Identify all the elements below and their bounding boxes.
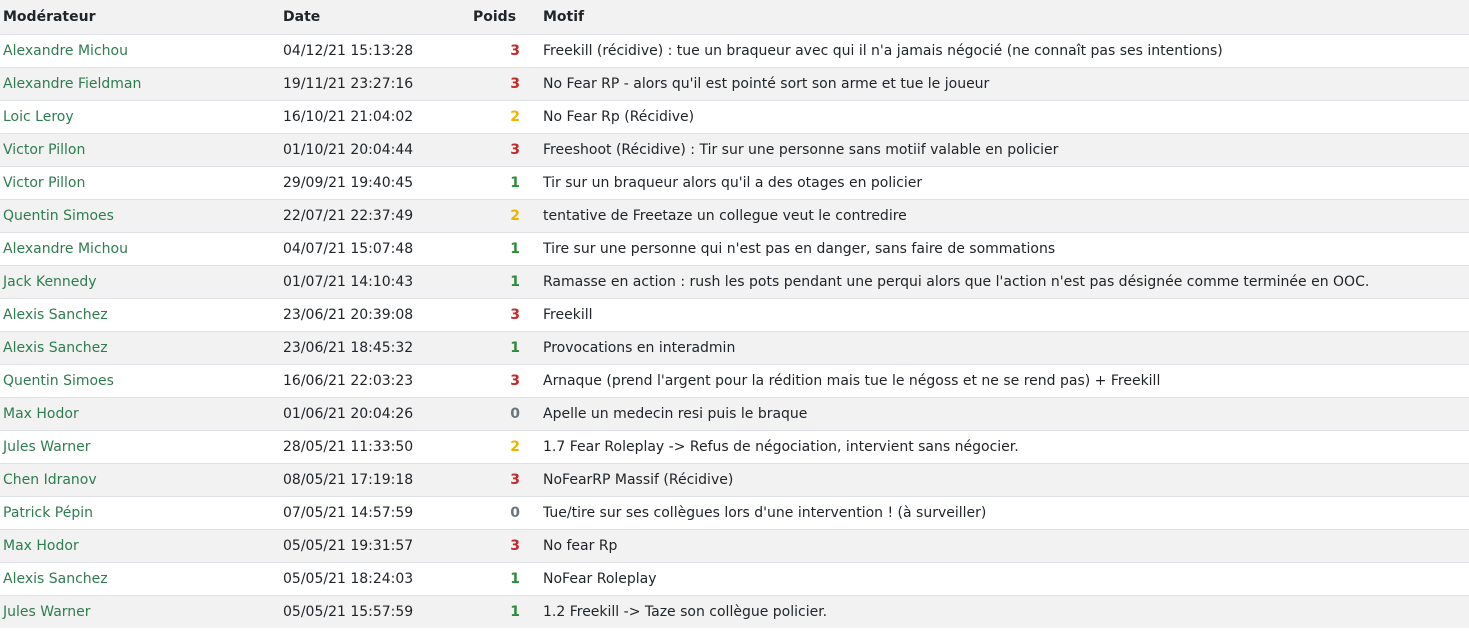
table-row	[0, 35, 1469, 68]
table-row	[0, 530, 1469, 563]
moderator-cell	[0, 530, 283, 563]
moderator-link[interactable]: Alexandre Michou	[3, 241, 128, 257]
moderator-cell	[0, 200, 283, 233]
moderator-cell	[0, 167, 283, 200]
moderator-link[interactable]: Alexis Sanchez	[3, 340, 108, 356]
table-row	[0, 101, 1469, 134]
reason-cell: Tir sur un braqueur alors qu'il a des otages en policier	[543, 167, 1469, 200]
moderator-link[interactable]: Alexandre Fieldman	[3, 76, 142, 92]
weight-cell: 3	[473, 134, 543, 167]
reason-cell: tentative de Freetaze un collegue veut le contredire	[543, 200, 1469, 233]
weight-cell: 3	[473, 68, 543, 101]
table-row	[0, 233, 1469, 266]
date-cell: 16/06/21 22:03:23	[283, 365, 473, 398]
date-cell: 28/05/21 11:33:50	[283, 431, 473, 464]
weight-cell: 2	[473, 200, 543, 233]
weight-cell: 1	[473, 332, 543, 365]
table-header	[0, 0, 1469, 35]
reason-cell: Freekill (récidive) : tue un braqueur avec qui il n'a jamais négocié (ne connaît pas ses intentions)	[543, 35, 1469, 68]
weight-cell: 0	[473, 497, 543, 530]
moderator-link[interactable]: Loic Leroy	[3, 109, 74, 125]
moderator-link[interactable]: Max Hodor	[3, 406, 79, 422]
weight-cell: 2	[473, 431, 543, 464]
weight-cell: 3	[473, 299, 543, 332]
weight-cell: 1	[473, 233, 543, 266]
reason-cell: Tire sur une personne qui n'est pas en danger, sans faire de sommations	[543, 233, 1469, 266]
table-row	[0, 299, 1469, 332]
date-cell: 01/06/21 20:04:26	[283, 398, 473, 431]
weight-cell: 0	[473, 398, 543, 431]
moderator-link[interactable]: Quentin Simoes	[3, 373, 114, 389]
moderator-link[interactable]: Jack Kennedy	[3, 274, 97, 290]
reason-cell: NoFear Roleplay	[543, 563, 1469, 596]
table-row	[0, 134, 1469, 167]
moderator-cell	[0, 266, 283, 299]
moderator-link[interactable]: Alexandre Michou	[3, 43, 128, 59]
reason-cell: Apelle un medecin resi puis le braque	[543, 398, 1469, 431]
date-cell: 19/11/21 23:27:16	[283, 68, 473, 101]
table-row	[0, 266, 1469, 299]
table-row	[0, 464, 1469, 497]
moderator-cell	[0, 563, 283, 596]
moderator-cell	[0, 35, 283, 68]
reason-cell: Provocations en interadmin	[543, 332, 1469, 365]
date-cell: 07/05/21 14:57:59	[283, 497, 473, 530]
moderator-link[interactable]: Quentin Simoes	[3, 208, 114, 224]
moderator-link[interactable]: Chen Idranov	[3, 472, 97, 488]
table-row	[0, 200, 1469, 233]
moderator-link[interactable]: Victor Pillon	[3, 175, 86, 191]
moderator-cell	[0, 134, 283, 167]
reason-cell: No fear Rp	[543, 530, 1469, 563]
table-row	[0, 68, 1469, 101]
date-cell: 05/05/21 18:24:03	[283, 563, 473, 596]
date-cell: 23/06/21 18:45:32	[283, 332, 473, 365]
date-cell: 01/07/21 14:10:43	[283, 266, 473, 299]
table-row	[0, 398, 1469, 431]
moderator-cell	[0, 299, 283, 332]
reason-cell: 1.7 Fear Roleplay -> Refus de négociation, intervient sans négocier.	[543, 431, 1469, 464]
reason-cell: Freekill	[543, 299, 1469, 332]
column-header-weight[interactable]: Poids	[473, 0, 543, 35]
moderator-link[interactable]: Victor Pillon	[3, 142, 86, 158]
weight-cell: 1	[473, 596, 543, 629]
table-row	[0, 332, 1469, 365]
moderator-link[interactable]: Jules Warner	[3, 439, 91, 455]
moderator-cell	[0, 332, 283, 365]
reason-cell: Ramasse en action : rush les pots pendant une perqui alors que l'action n'est pas désignée comme terminée en OOC.	[543, 266, 1469, 299]
weight-cell: 2	[473, 101, 543, 134]
reason-cell: No Fear RP - alors qu'il est pointé sort son arme et tue le joueur	[543, 68, 1469, 101]
date-cell: 23/06/21 20:39:08	[283, 299, 473, 332]
moderator-cell	[0, 497, 283, 530]
reason-cell: No Fear Rp (Récidive)	[543, 101, 1469, 134]
weight-cell: 3	[473, 464, 543, 497]
moderator-cell	[0, 365, 283, 398]
table-row	[0, 497, 1469, 530]
weight-cell: 1	[473, 167, 543, 200]
date-cell: 04/07/21 15:07:48	[283, 233, 473, 266]
reason-cell: Arnaque (prend l'argent pour la rédition mais tue le négoss et ne se rend pas) + Freekill	[543, 365, 1469, 398]
moderator-link[interactable]: Max Hodor	[3, 538, 79, 554]
table-row	[0, 596, 1469, 629]
moderator-cell	[0, 101, 283, 134]
moderator-cell	[0, 233, 283, 266]
moderator-cell	[0, 596, 283, 629]
moderator-link[interactable]: Jules Warner	[3, 604, 91, 620]
moderator-cell	[0, 431, 283, 464]
reason-cell: 1.2 Freekill -> Taze son collègue policier.	[543, 596, 1469, 629]
weight-cell: 1	[473, 563, 543, 596]
date-cell: 29/09/21 19:40:45	[283, 167, 473, 200]
column-header-reason[interactable]: Motif	[543, 0, 1469, 35]
moderator-link[interactable]: Alexis Sanchez	[3, 571, 108, 587]
weight-cell: 3	[473, 35, 543, 68]
table-body	[0, 35, 1469, 629]
date-cell: 08/05/21 17:19:18	[283, 464, 473, 497]
date-cell: 05/05/21 19:31:57	[283, 530, 473, 563]
reason-cell: Freeshoot (Récidive) : Tir sur une personne sans motiif valable en policier	[543, 134, 1469, 167]
moderator-link[interactable]: Patrick Pépin	[3, 505, 93, 521]
column-header-moderator[interactable]: Modérateur	[0, 0, 283, 35]
date-cell: 01/10/21 20:04:44	[283, 134, 473, 167]
table-row	[0, 431, 1469, 464]
date-cell: 16/10/21 21:04:02	[283, 101, 473, 134]
table-row	[0, 365, 1469, 398]
moderator-link[interactable]: Alexis Sanchez	[3, 307, 108, 323]
moderator-cell	[0, 464, 283, 497]
reason-cell: Tue/tire sur ses collègues lors d'une intervention ! (à surveiller)	[543, 497, 1469, 530]
weight-cell: 1	[473, 266, 543, 299]
date-cell: 04/12/21 15:13:28	[283, 35, 473, 68]
moderator-cell	[0, 68, 283, 101]
weight-cell: 3	[473, 530, 543, 563]
table-row	[0, 167, 1469, 200]
weight-cell: 3	[473, 365, 543, 398]
header-row	[0, 0, 1469, 35]
table-row	[0, 563, 1469, 596]
column-header-date[interactable]: Date	[283, 0, 473, 35]
reason-cell: NoFearRP Massif (Récidive)	[543, 464, 1469, 497]
date-cell: 05/05/21 15:57:59	[283, 596, 473, 629]
moderator-cell	[0, 398, 283, 431]
date-cell: 22/07/21 22:37:49	[283, 200, 473, 233]
